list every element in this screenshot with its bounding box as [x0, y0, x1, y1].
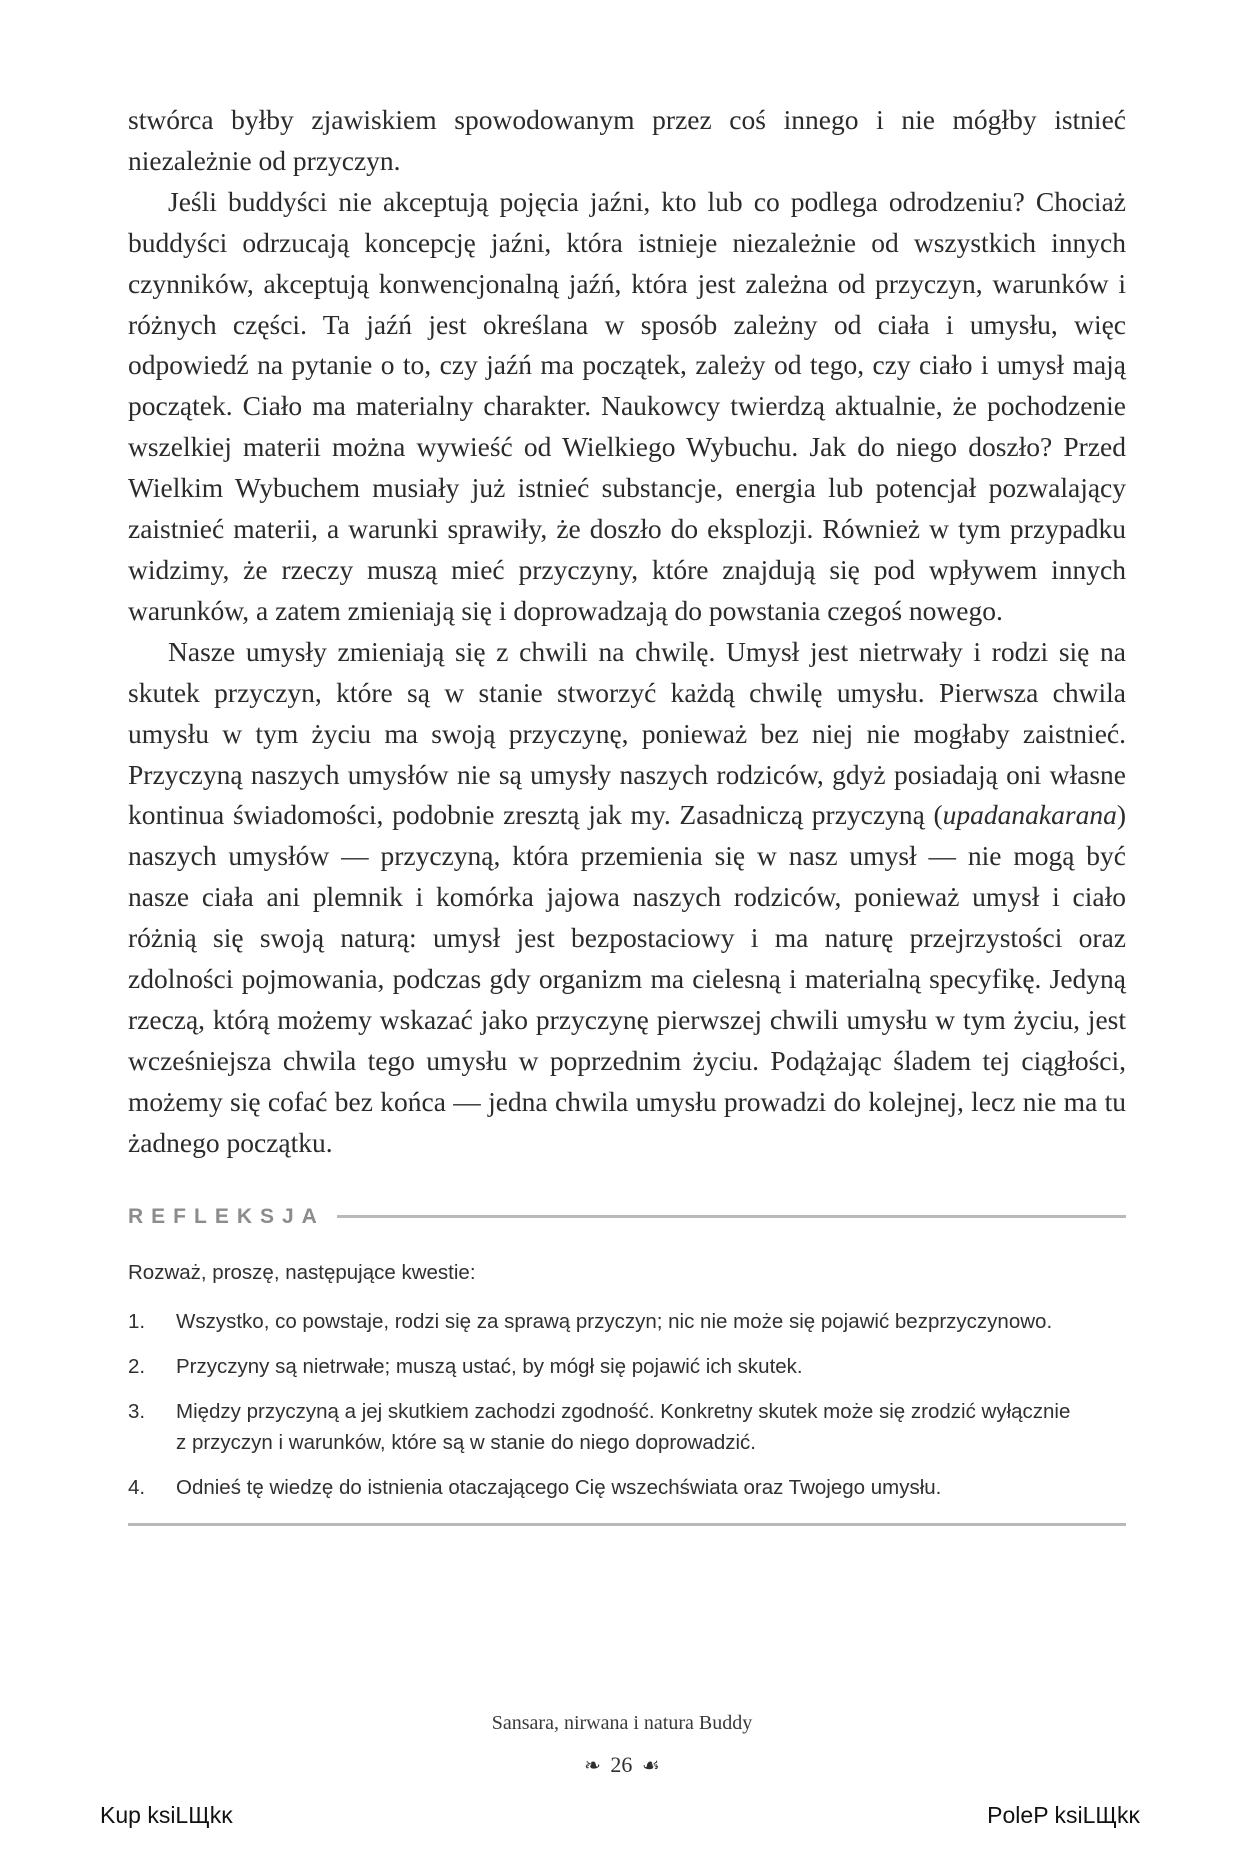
- recommend-book-link[interactable]: PoleP ksiLЩkĸ: [987, 1802, 1140, 1828]
- reflection-bottom-rule: [128, 1523, 1126, 1526]
- list-item-text: Wszystko, co powstaje, rodzi się za sprawą przyczyn; nic nie może się pojawić bezprzyczynowo.: [176, 1309, 1053, 1333]
- reflection-header: [128, 1202, 1126, 1232]
- reflection-list: [128, 1306, 1126, 1503]
- main-text: [128, 100, 1126, 1164]
- list-item-number: 1.: [128, 1309, 146, 1333]
- list-item: [128, 1472, 1126, 1503]
- list-item: [128, 1351, 1126, 1382]
- page-number-line: [0, 1752, 1244, 1778]
- list-item-number: 2.: [128, 1354, 146, 1378]
- page-content: [128, 100, 1126, 1526]
- paragraph-1: stwórca byłby zjawiskiem spowodowanym przez coś innego i nie mógłby istnieć niezależnie od przyczyn.: [128, 104, 1126, 176]
- list-item: [128, 1396, 1126, 1458]
- list-item-number: 3.: [128, 1399, 146, 1423]
- paragraph-3-italic-term: upadanakarana: [942, 799, 1117, 831]
- paragraph-3: [128, 632, 1126, 1164]
- paragraph-3-part-2: ) naszych umysłów — przyczyną, która przemienia się w nasz umysł — nie mogą być nasze ciała ani plemnik i komórka jajowa naszych rodziców, ponieważ umysł i ciało różnią się swoją naturą: umysł jest bezpostaciowy i ma naturę przejrzystości oraz zdolności pojmowania, podczas gdy organizm ma cielesną i materialną specyfikę. Jedyną rzeczą, którą możemy wskazać jako przyczynę pierwszej chwili umysłu w tym życiu, jest wcześniejsza chwila tego umysłu w poprzednim życiu. Podążając śladem tej ciągłości, możemy się cofać bez końca — jedna chwila umysłu prowadzi do kolejnej, lecz nie ma tu żadnego początku.: [128, 799, 1126, 1158]
- list-item: [128, 1306, 1126, 1337]
- running-footer-title: Sansara, nirwana i natura Buddy: [491, 1712, 753, 1734]
- paragraph-2: Jeśli buddyści nie akceptują pojęcia jaźni, kto lub co podlega odrodzeniu? Chociaż buddyści odrzucają koncepcję jaźni, która istnieje niezależnie od wszystkich innych czynników, akceptują konwencjonalną jaźń, która jest zależna od przyczyn, warunków i różnych części. Ta jaźń jest określana w sposób zależny od ciała i umysłu, więc odpowiedź na pytanie o to, czy jaźń ma początek, zależy od tego, czy ciało i umysł mają początek. Ciało ma materialny charakter. Naukowcy twierdzą aktualnie, że pochodzenie wszelkiej materii można wywieść od Wielkiego Wybuchu. Jak do niego doszło? Przed Wielkim Wybuchem musiały już istnieć substancje, energia lub potencjał pozwalający zaistnieć materii, a warunki sprawiły, że doszło do eksplozji. Również w tym przypadku widzimy, że rzeczy muszą mieć przyczyny, które znajdują się pod wpływem innych warunków, a zatem zmieniają się i doprowadzają do powstania czegoś nowego.: [128, 185, 1126, 626]
- paragraph-3-part-1: Nasze umysły zmieniają się z chwili na chwilę. Umysł jest nietrwały i rodzi się na skutek przyczyn, które są w stanie stworzyć każdą chwilę umysłu. Pierwsza chwila umysłu w tym życiu ma swoją przyczynę, ponieważ bez niej nie mogłaby zaistnieć. Przyczyną naszych umysłów nie są umysły naszych rodziców, gdyż posiadają oni własne kontinua świadomości, podobnie zresztą jak my. Zasadniczą przyczyną (: [128, 635, 1126, 831]
- reflection-top-rule: [337, 1215, 1126, 1218]
- reflection-title: REFLEKSJA: [128, 1204, 325, 1228]
- list-item-text: Przyczyny są nietrwałe; muszą ustać, by mógł się pojawić ich skutek.: [176, 1354, 803, 1378]
- list-item-text: Między przyczyną a jej skutkiem zachodzi zgodność. Konkretny skutek może się zrodzić wyłącznie z przyczyn i warunków, które są w stanie do niego doprowadzić.: [176, 1399, 1071, 1454]
- ornament-left-icon: ❧: [584, 1755, 601, 1777]
- list-item-text: Odnieś tę wiedzę do istnienia otaczającego Cię wszechświata oraz Twojego umysłu.: [176, 1475, 942, 1499]
- reflection-intro: Rozważ, proszę, następujące kwestie:: [128, 1260, 476, 1284]
- ornament-right-icon: ☙: [641, 1755, 660, 1777]
- buy-book-link[interactable]: Kup ksiLЩkĸ: [100, 1802, 233, 1828]
- reflection-box: [128, 1202, 1126, 1526]
- list-item-number: 4.: [128, 1475, 146, 1499]
- page-number: 26: [610, 1752, 633, 1777]
